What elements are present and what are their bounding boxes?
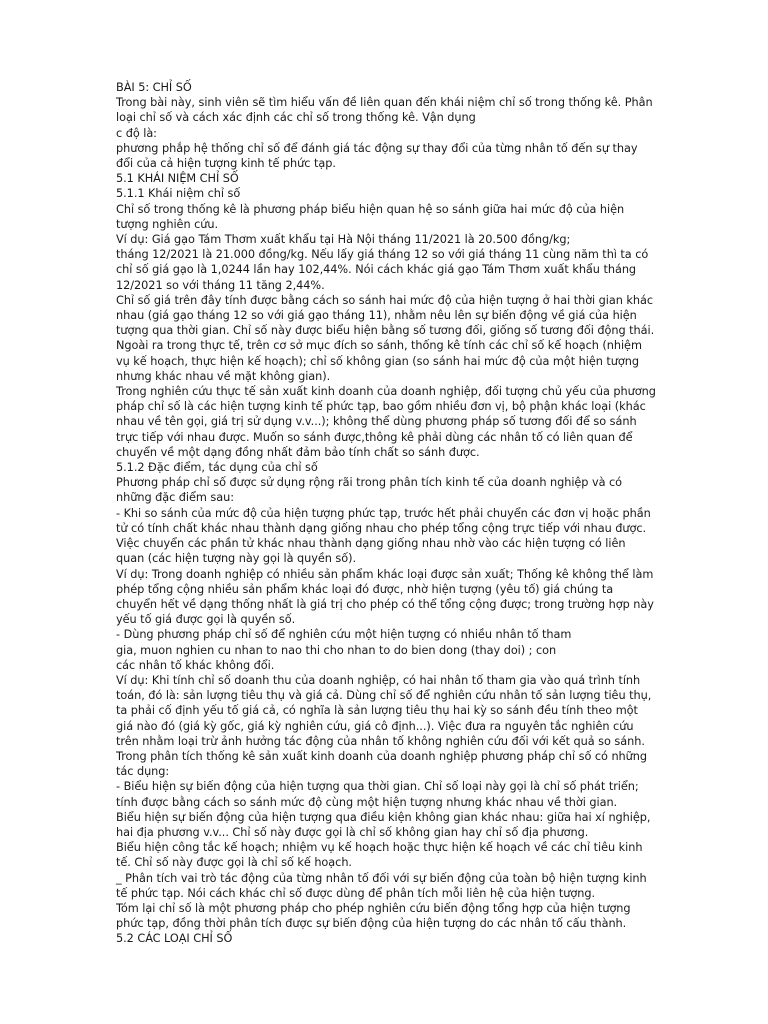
paragraph: Biểu hiện công tắc kế hoạch; nhiệm vụ kế hoạch hoặc thực hiện kế hoạch về các chỉ tiêu kinh tế. Chỉ số này được gọi là chỉ số kế hoạch. (116, 841, 643, 870)
paragraph: - Khi so sánh của mức độ của hiện tượng phức tạp, trước hết phải chuyển các đơn vị hoặc phần tử có tính chất khác nhau thành dạng giống nhau cho phép tổng cộng trực tiếp với nhau được. Việc chuyển các phần tử khác nhau thành dạng giống nhau nhờ vào các hiện tượng có liên quan (các hiện tượng này gọi là quyền số). (116, 506, 651, 566)
document-body (116, 80, 656, 947)
subsection-heading: 5.1.2 Đặc điểm, tác dụng của chỉ số (116, 461, 318, 475)
paragraph: Ngoài ra trong thực tế, trên cơ sở mục đích so sánh, thống kê tính các chỉ số kế hoạch (nhiệm vụ kế hoạch, thực hiện kế hoạch); chỉ số không gian (so sánh hai mức độ của một hiện tượng nhưng khác nhau về mặt không gian). (116, 339, 642, 383)
paragraph: Chỉ số trong thống kê là phương pháp biểu hiện quan hệ so sánh giữa hai mức độ của hiện tượng nghiên cứu. (116, 202, 625, 231)
paragraph: gia, muon nghien cu nhan to nao thi cho nhan to do bien dong (thay doi) ; con (116, 643, 557, 657)
paragraph: Phương pháp chỉ số được sử dụng rộng rãi trong phân tích kinh tế của doanh nghiệp và có những đặc điểm sau: (116, 476, 623, 505)
paragraph: các nhân tố khác không đổi. (116, 658, 275, 672)
paragraph: - Biểu hiện sự biến động của hiện tượng qua thời gian. Chỉ số loại này gọi là chỉ số phát triển; tính được bằng cách so sánh mức độ cùng một hiện tượng nhưng khác nhau về thời gian. (116, 780, 639, 809)
paragraph: Ví dụ: Trong doanh nghiệp có nhiều sản phẩm khác loại được sản xuất; Thống kê không thể làm phép tổng cộng nhiều sản phẩm khác loại đó được, nhờ hiện tượng (yêu tố) giá chúng ta chuyển hết về dạng thống nhất là giá trị cho phép có thể tổng cộng được; trong trường hợp này yếu tố giá được gọi là quyền số. (116, 567, 654, 627)
paragraph: 5.2 CÁC LOẠI CHỈ SỐ (116, 932, 233, 946)
paragraph: phương phắp hệ thống chỉ số để đánh giá tác động sự thay đổi của từng nhân tố đến sự thay đổi của cả hiện tượng kinh tế phức tạp. (116, 141, 638, 171)
subsection-heading: 5.1.1 Khái niệm chỉ số (116, 187, 241, 201)
paragraph: Trong phân tích thống kê sản xuất kinh doanh của doanh nghiệp phương pháp chỉ số có những tác dụng: (116, 749, 648, 779)
paragraph: c độ là: (116, 126, 157, 140)
paragraph: Trong bài này, sinh viên sẽ tìm hiểu vấn đề liên quan đến khái niệm chỉ số trong thống kê. Phân loại chỉ số và cách xác định các chỉ số trong thống kê. Vận dụng (116, 96, 653, 125)
paragraph: _ Phân tích vai trò tác động của từng nhân tố đối với sự biến động của toàn bộ hiện tượng kinh tế phức tạp. Nói cách khác chỉ số được dùng để phân tích mỗi liên hệ của hiện tượng. (116, 871, 647, 900)
paragraph: - Dùng phương pháp chỉ số để nghiên cứu một hiện tượng có nhiều nhân tố tham (116, 628, 572, 642)
section-heading: 5.1 KHÁI NIỆM CHỈ SỐ (116, 172, 239, 186)
lesson-title: BÀI 5: CHỈ SỐ (116, 81, 192, 94)
paragraph: Chỉ số giá trên đây tính được bằng cách so sánh hai mức độ của hiện tượng ở hai thời gian khác nhau (giá gạo tháng 12 so với giá gạo tháng 11), nhằm nêu lên sự biến động về giá của hiện tượng qua thời gian. Chỉ số này được biểu hiện bằng số tương đối, giống số tương đối động thái. (116, 293, 655, 338)
paragraph: Ví dụ: Giá gạo Tám Thơm xuất khẩu tại Hà Nội tháng 11/2021 là 20.500 đồng/kg; (116, 233, 571, 247)
paragraph: Ví dụ: Khi tính chỉ số doanh thu của doanh nghiệp, có hai nhân tố tham gia vào quá trình tính toán, đó là: sản lượng tiêu thụ và giá cả. Dùng chỉ số để nghiên cứu nhân tố sản lượng tiêu thụ, ta phải cố định yếu tố giá cả, có nghĩa là sản lượng tiêu thụ hai kỳ so sánh đều tính theo một giá nào đó (giá kỳ gốc, giá kỳ nghiên cứu, giá cô định...). Việc đưa ra nguyên tắc nghiên cứu trên nhằm loại trừ ảnh hưởng tác động của nhân tố không nghiên cứu đối với kết quả so sánh. (116, 673, 652, 748)
paragraph: Trong nghiên cứu thực tế sản xuất kinh doanh của doanh nghiệp, đối tượng chủ yếu của phương pháp chỉ số là các hiện tượng kinh tế phức tạp, bao gồm nhiều đơn vị, bộ phận khác loại (khác nhau về tên gọi, giá trị sử dụng v.v...); không thể dùng phương pháp số tương đối để so sánh trực tiếp với nhau được. Muốn so sánh được,thông kê phải dùng các nhân tố có liên quan để chuyển về một dạng đồng nhất đảm bảo tính chất so sánh được. (116, 385, 656, 459)
paragraph: Tóm lại chỉ số là một phương pháp cho phép nghiên cứu biến động tổng hợp của hiện tượng phức tạp, đồng thời phân tích được sự biến động của hiện tượng do các nhân tố cấu thành. (116, 901, 631, 931)
paragraph: tháng 12/2021 là 21.000 đồng/kg. Nếu lấy giá tháng 12 so với giá tháng 11 cùng năm thì ta có chỉ số giá gạo là 1,0244 lần hay 102,44%. Nói cách khác giá gạo Tám Thơm xuất khẩu tháng 12/2021 so với tháng 11 tăng 2,44%. (116, 248, 649, 292)
paragraph: Biểu hiện sự biến động của hiện tượng qua điều kiện không gian khác nhau: giữa hai xí nghiệp, hai địa phương v.v... Chỉ số này được gọi là chỉ số không gian hay chỉ số địa phương. (116, 810, 651, 839)
